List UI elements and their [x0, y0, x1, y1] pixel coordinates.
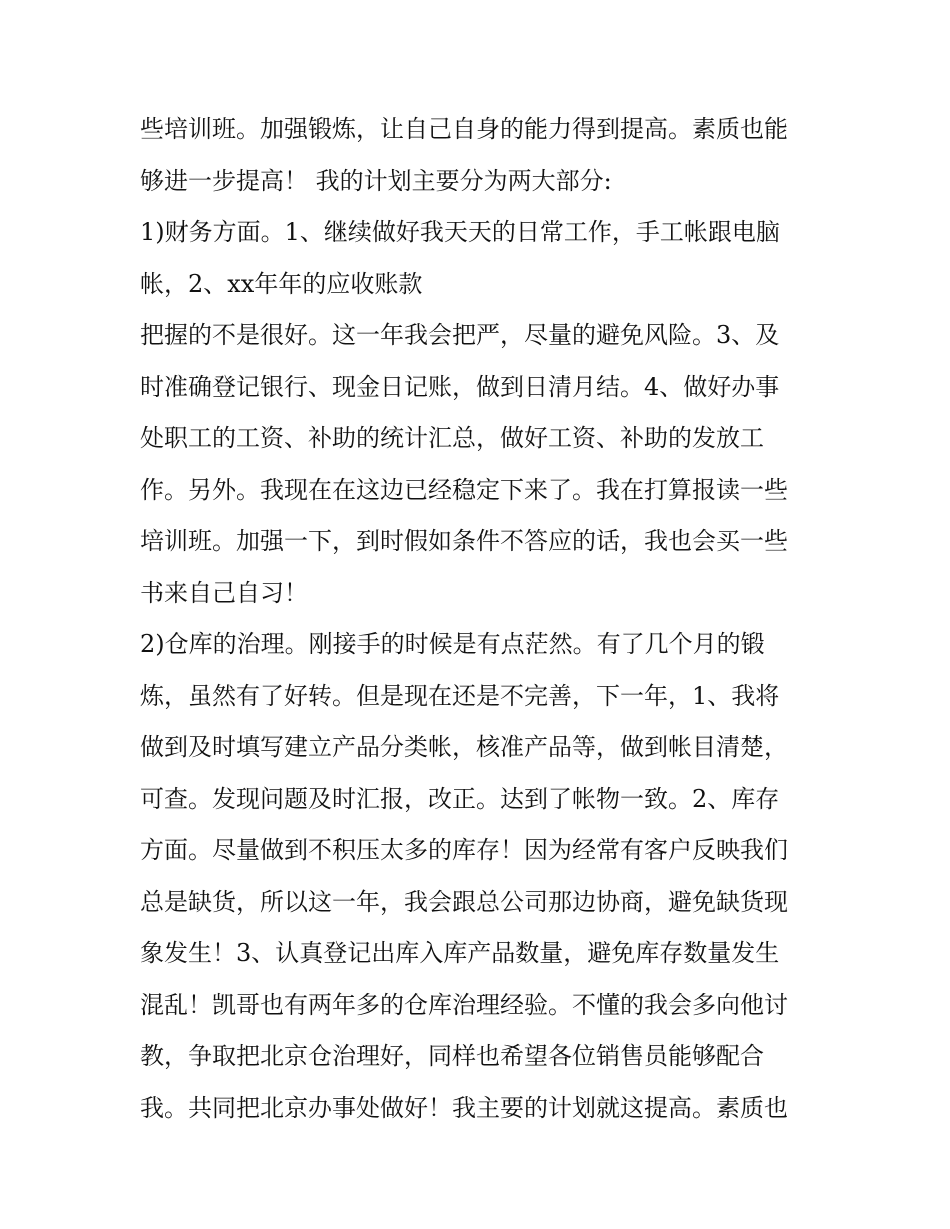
text-line: 够进一步提高！ 我的计划主要分为两大部分: — [140, 166, 612, 195]
text-line: 我。共同把北京办事处做好！我主要的计划就这提高。素质也 — [140, 1093, 788, 1122]
text-line: 总是缺货，所以这一年，我会跟总公司那边协商，避免缺货现 — [140, 887, 788, 916]
text-line: 时准确登记银行、现金日记账，做到日清月结。4、做好办事 — [140, 372, 780, 401]
text-line: 混乱！凯哥也有两年多的仓库治理经验。不懂的我会多向他讨 — [140, 990, 788, 1019]
text-line: 1)财务方面。1、继续做好我天天的日常工作，手工帐跟电脑 — [140, 218, 780, 246]
text-line: 些培训班。加强锻炼，让自己自身的能力得到提高。素质也能 — [140, 115, 788, 143]
text-line: 培训班。加强一下，到时假如条件不答应的话，我也会买一些 — [140, 527, 788, 555]
text-line: 教，争取把北京仓治理好，同样也希望各位销售员能够配合 — [140, 1042, 764, 1070]
text-line: 作。另外。我现在在这边已经稳定下来了。我在打算报读一些 — [140, 475, 788, 504]
text-line: 炼，虽然有了好转。但是现在还是不完善，下一年，1、我将 — [140, 681, 780, 710]
text-line: 书来自己自习！ — [140, 578, 308, 607]
text-line: 帐，2、xx年年的应收账款 — [140, 269, 423, 298]
text-line: 做到及时填写建立产品分类帐，核准产品等，做到帐目清楚， — [140, 733, 788, 761]
text-line: 2)仓库的治理。刚接手的时候是有点茫然。有了几个月的锻 — [140, 630, 765, 658]
text-line: 处职工的工资、补助的统计汇总，做好工资、补助的发放工 — [140, 424, 764, 452]
text-line: 把握的不是很好。这一年我会把严，尽量的避免风险。3、及 — [140, 321, 780, 349]
text-line: 方面。尽量做到不积压太多的库存！因为经常有客户反映我们 — [140, 836, 788, 864]
text-line: 可查。发现问题及时汇报，改正。达到了帐物一致。2、库存 — [140, 784, 780, 813]
text-line: 象发生！3、认真登记出库入库产品数量，避免库存数量发生 — [140, 939, 780, 967]
document-body — [140, 104, 830, 1134]
